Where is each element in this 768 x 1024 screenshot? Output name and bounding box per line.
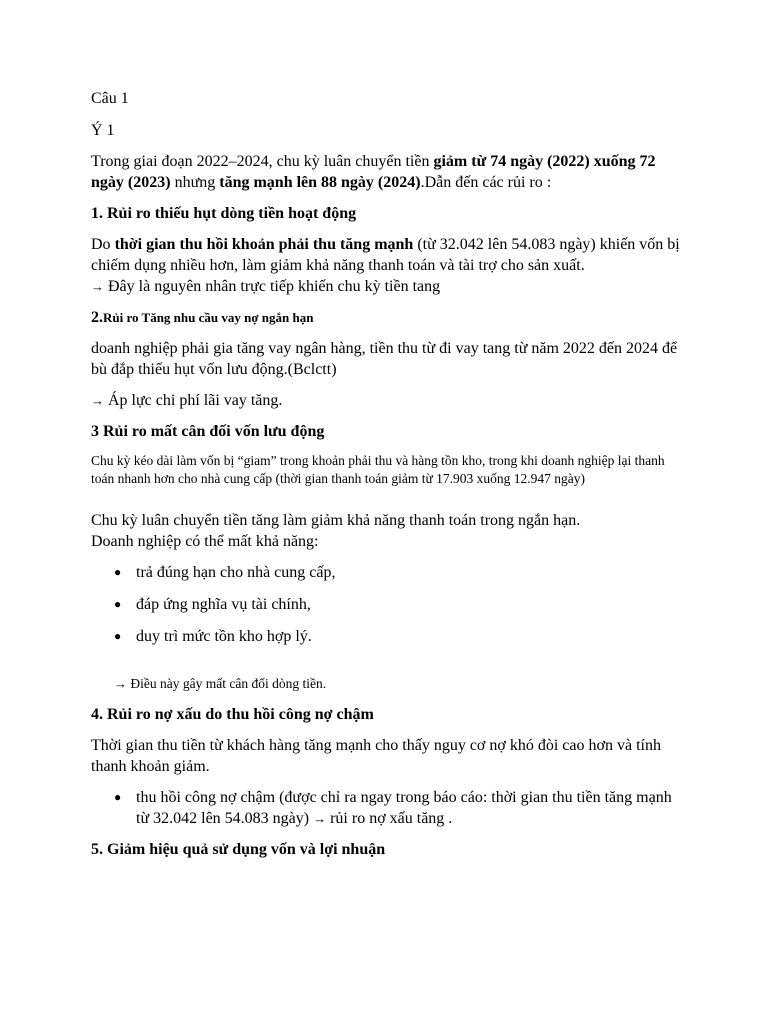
section-2-heading: 2.Rủi ro Tăng nhu cầu vay nợ ngắn hạn [91, 309, 314, 326]
list-item: ● thu hồi công nợ chậm (được chỉ ra ngay trong báo cáo: thời gian thu tiền tăng mạnh từ 32.042 lên 54.083 ngày) → rủi ro nợ xấu tăng . [114, 788, 672, 827]
list-item: ● duy trì mức tồn kho hợp lý. [114, 628, 312, 645]
section-2-body: doanh nghiệp phải gia tăng vay ngân hàng, tiền thu từ đi vay tang từ năm 2022 đến 2024 để bù đắp thiếu hụt vốn lưu động.(Bclctt) [91, 340, 678, 378]
arrow-icon: → [91, 393, 104, 408]
section-3-note: → Điều này gây mất cân đối dòng tiền. [114, 676, 327, 691]
section-1-heading: 1. Rủi ro thiếu hụt dòng tiền hoạt động [91, 205, 357, 222]
arrow-icon: → [313, 810, 327, 826]
section-3-line-1: Chu kỳ luân chuyển tiền tăng làm giảm khả năng thanh toán trong ngắn hạn. [91, 512, 581, 529]
bullet-icon: ● [114, 597, 122, 611]
list-item: ● trả đúng hạn cho nhà cung cấp, [114, 564, 336, 581]
question-label: Câu 1 [91, 90, 129, 107]
arrow-icon: → [114, 676, 127, 691]
item-label: Ý 1 [91, 122, 115, 139]
section-4-body: Thời gian thu tiền từ khách hàng tăng mạnh cho thấy nguy cơ nợ khó đòi cao hơn và tính thanh khoản giảm. [91, 736, 661, 775]
intro-paragraph: Trong giai đoạn 2022–2024, chu kỳ luân chuyển tiền giảm từ 74 ngày (2022) xuống 72 ngày (2023) nhưng tăng mạnh lên 88 ngày (2024).Dẫn đến các rủi ro : [91, 153, 656, 191]
section-1-note: → Đây là nguyên nhân trực tiếp khiến chu kỳ tiền tang [91, 278, 441, 295]
section-3-bullet-list [91, 562, 681, 647]
bullet-icon: ● [114, 629, 122, 643]
bullet-icon: ● [114, 565, 122, 579]
list-item: ● đáp ứng nghĩa vụ tài chính, [114, 596, 311, 613]
section-3-line-2: Doanh nghiệp có thể mất khả năng: [91, 533, 319, 550]
bullet-icon: ● [114, 789, 122, 804]
section-4-heading: 4. Rủi ro nợ xấu do thu hồi công nợ chậm [91, 705, 374, 723]
section-3-heading: 3 Rủi ro mất cân đối vốn lưu động [91, 423, 325, 440]
document-page [91, 88, 681, 860]
section-1-body: Do thời gian thu hồi khoản phải thu tăng mạnh (từ 32.042 lên 54.083 ngày) khiến vốn bị chiếm dụng nhiều hơn, làm giảm khả năng thanh toán và tài trợ cho sản xuất. [91, 236, 680, 274]
arrow-icon: → [91, 279, 104, 294]
section-5-heading: 5. Giảm hiệu quả sử dụng vốn và lợi nhuận [91, 840, 386, 858]
section-2-note: → Áp lực chi phí lãi vay tăng. [91, 392, 283, 409]
section-3-small-text: Chu kỳ kéo dài làm vốn bị “giam” trong khoản phải thu và hàng tồn kho, trong khi doanh nghiệp lại thanh toán nhanh hơn cho nhà cung cấp (thời gian thanh toán giảm từ 17.903 xuống 12.947 ngày) [91, 453, 665, 486]
section-4-bullet-list [91, 787, 681, 829]
